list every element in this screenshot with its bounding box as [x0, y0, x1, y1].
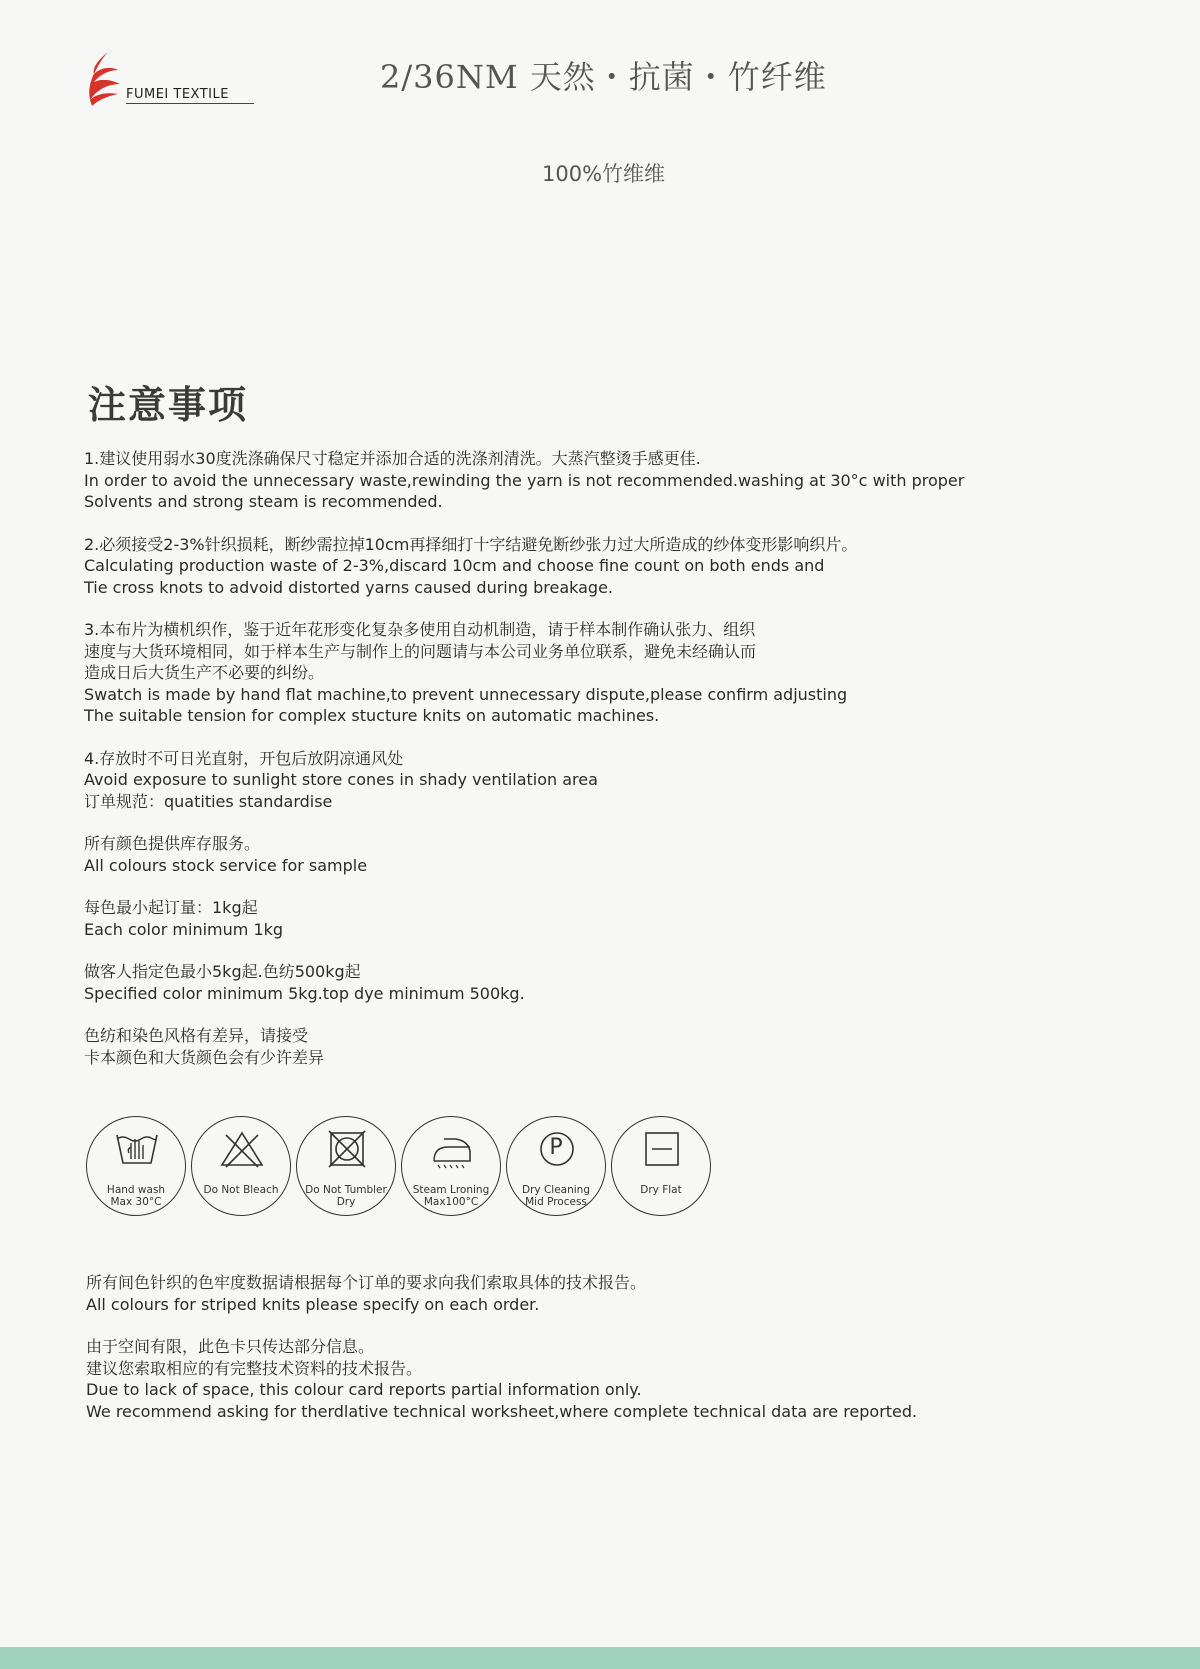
note-block-line: Calculating production waste of 2-3%,discard 10cm and choose fine count on both ends and	[84, 556, 825, 575]
note-block-line: 4.存放时不可日光直射，开包后放阴凉通风处	[84, 748, 404, 768]
note-block-line: Tie cross knots to advoid distorted yarns caused during breakage.	[84, 577, 614, 597]
care-symbol-label: Dry Flat	[640, 1184, 682, 1196]
note-block-line: 所有颜色提供库存服务。	[84, 834, 261, 853]
note-block-line: Solvents and strong steam is recommended.	[84, 492, 443, 511]
note-block-line: 3.本布片为横机织作，鉴于近年花形变化复杂多使用自动机制造，请于样本制作确认张力、组织	[84, 620, 756, 639]
page-subtitle: 100%竹维维	[542, 162, 666, 186]
logo-text: FUMEI TEXTILE	[126, 87, 229, 102]
note-block-line: Specified color minimum 5kg.top dye minimum 500kg.	[84, 983, 525, 1003]
note-block	[84, 748, 1134, 813]
care-symbol-letter: P	[549, 1135, 563, 1160]
note-block-line: 卡本颜色和大货颜色会有少许差异	[84, 1047, 325, 1067]
note-block	[84, 961, 1134, 1004]
logo-underline	[126, 103, 254, 104]
footer-block-line: All colours for striped knits please specify on each order.	[86, 1294, 540, 1314]
footer-block	[86, 1336, 1136, 1422]
footer-block-line: 所有间色针织的色牢度数据请根据每个订单的要求向我们索取具体的技术报告。	[86, 1273, 647, 1292]
footer-notes	[86, 1272, 1136, 1443]
note-block-line: 订单规范：quatities standardise	[84, 791, 333, 811]
footer-block-line: 由于空间有限，此色卡只传达部分信息。	[86, 1337, 375, 1356]
care-symbol-label: Hand wash Max 30°C	[106, 1184, 166, 1208]
care-symbol-label: Dry Cleaning Mid Process	[522, 1184, 590, 1208]
note-block-line: Avoid exposure to sunlight store cones in shady ventilation area	[84, 770, 598, 789]
note-block	[84, 619, 1134, 727]
footer-block-line: We recommend asking for therdlative technical worksheet,where complete technical data are reported.	[86, 1401, 918, 1421]
care-symbol-label: Do Not Tumbler Dry	[305, 1184, 387, 1208]
footer-block-line: 建议您索取相应的有完整技术资料的技术报告。	[86, 1358, 423, 1378]
care-symbol	[191, 1116, 291, 1216]
note-block-line: Each color minimum 1kg	[84, 919, 284, 939]
note-block	[84, 897, 1134, 940]
care-symbol	[506, 1116, 606, 1216]
care-symbol-label: Do Not Bleach	[203, 1184, 279, 1196]
notes-heading: 注意事项	[88, 383, 249, 427]
bottom-color-band	[0, 1647, 1200, 1669]
note-block-line: 造成日后大货生产不必要的纠纷。	[84, 663, 325, 682]
company-logo	[80, 50, 260, 110]
care-symbol	[401, 1116, 501, 1216]
notes-body	[84, 448, 1134, 1089]
care-symbol-label: Steam Lroning Max100°C	[412, 1184, 490, 1208]
note-block	[84, 833, 1134, 876]
note-block-line: 速度与大货环境相同，如于样本生产与制作上的问题请与本公司业务单位联系，避免未经确认而	[84, 641, 757, 661]
footer-block	[86, 1272, 1136, 1315]
note-block-line: 1.建议使用弱水30度洗涤确保尺寸稳定并添加合适的洗涤剂清洗。大蒸汽整烫手感更佳.	[84, 449, 701, 468]
note-block-line: Swatch is made by hand flat machine,to prevent unnecessary dispute,please confirm adjusting	[84, 684, 848, 704]
note-block-line: The suitable tension for complex stucture knits on automatic machines.	[84, 706, 660, 725]
note-block	[84, 1025, 1134, 1068]
care-symbol	[86, 1116, 186, 1216]
note-block-line: In order to avoid the unnecessary waste,rewinding the yarn is not recommended.washing at 30°c with proper	[84, 470, 965, 490]
page-title: 2/36NM 天然・抗菌・竹纤维	[380, 58, 827, 96]
care-symbol	[611, 1116, 711, 1216]
note-block-line: All colours stock service for sample	[84, 855, 368, 875]
note-block	[84, 448, 1134, 513]
note-block-line: 2.必须接受2-3%针织损耗，断纱需拉掉10cm再择细打十字结避免断纱张力过大所造成的纱体变形影响织片。	[84, 534, 858, 554]
care-symbol	[296, 1116, 396, 1216]
note-block-line: 色纺和染色风格有差异，请接受	[84, 1026, 309, 1045]
note-block	[84, 534, 1134, 599]
flame-logo-icon	[80, 50, 124, 106]
footer-block-line: Due to lack of space, this colour card reports partial information only.	[86, 1380, 642, 1399]
note-block-line: 做客人指定色最小5kg起.色纺500kg起	[84, 962, 361, 981]
note-block-line: 每色最小起订量：1kg起	[84, 898, 258, 917]
